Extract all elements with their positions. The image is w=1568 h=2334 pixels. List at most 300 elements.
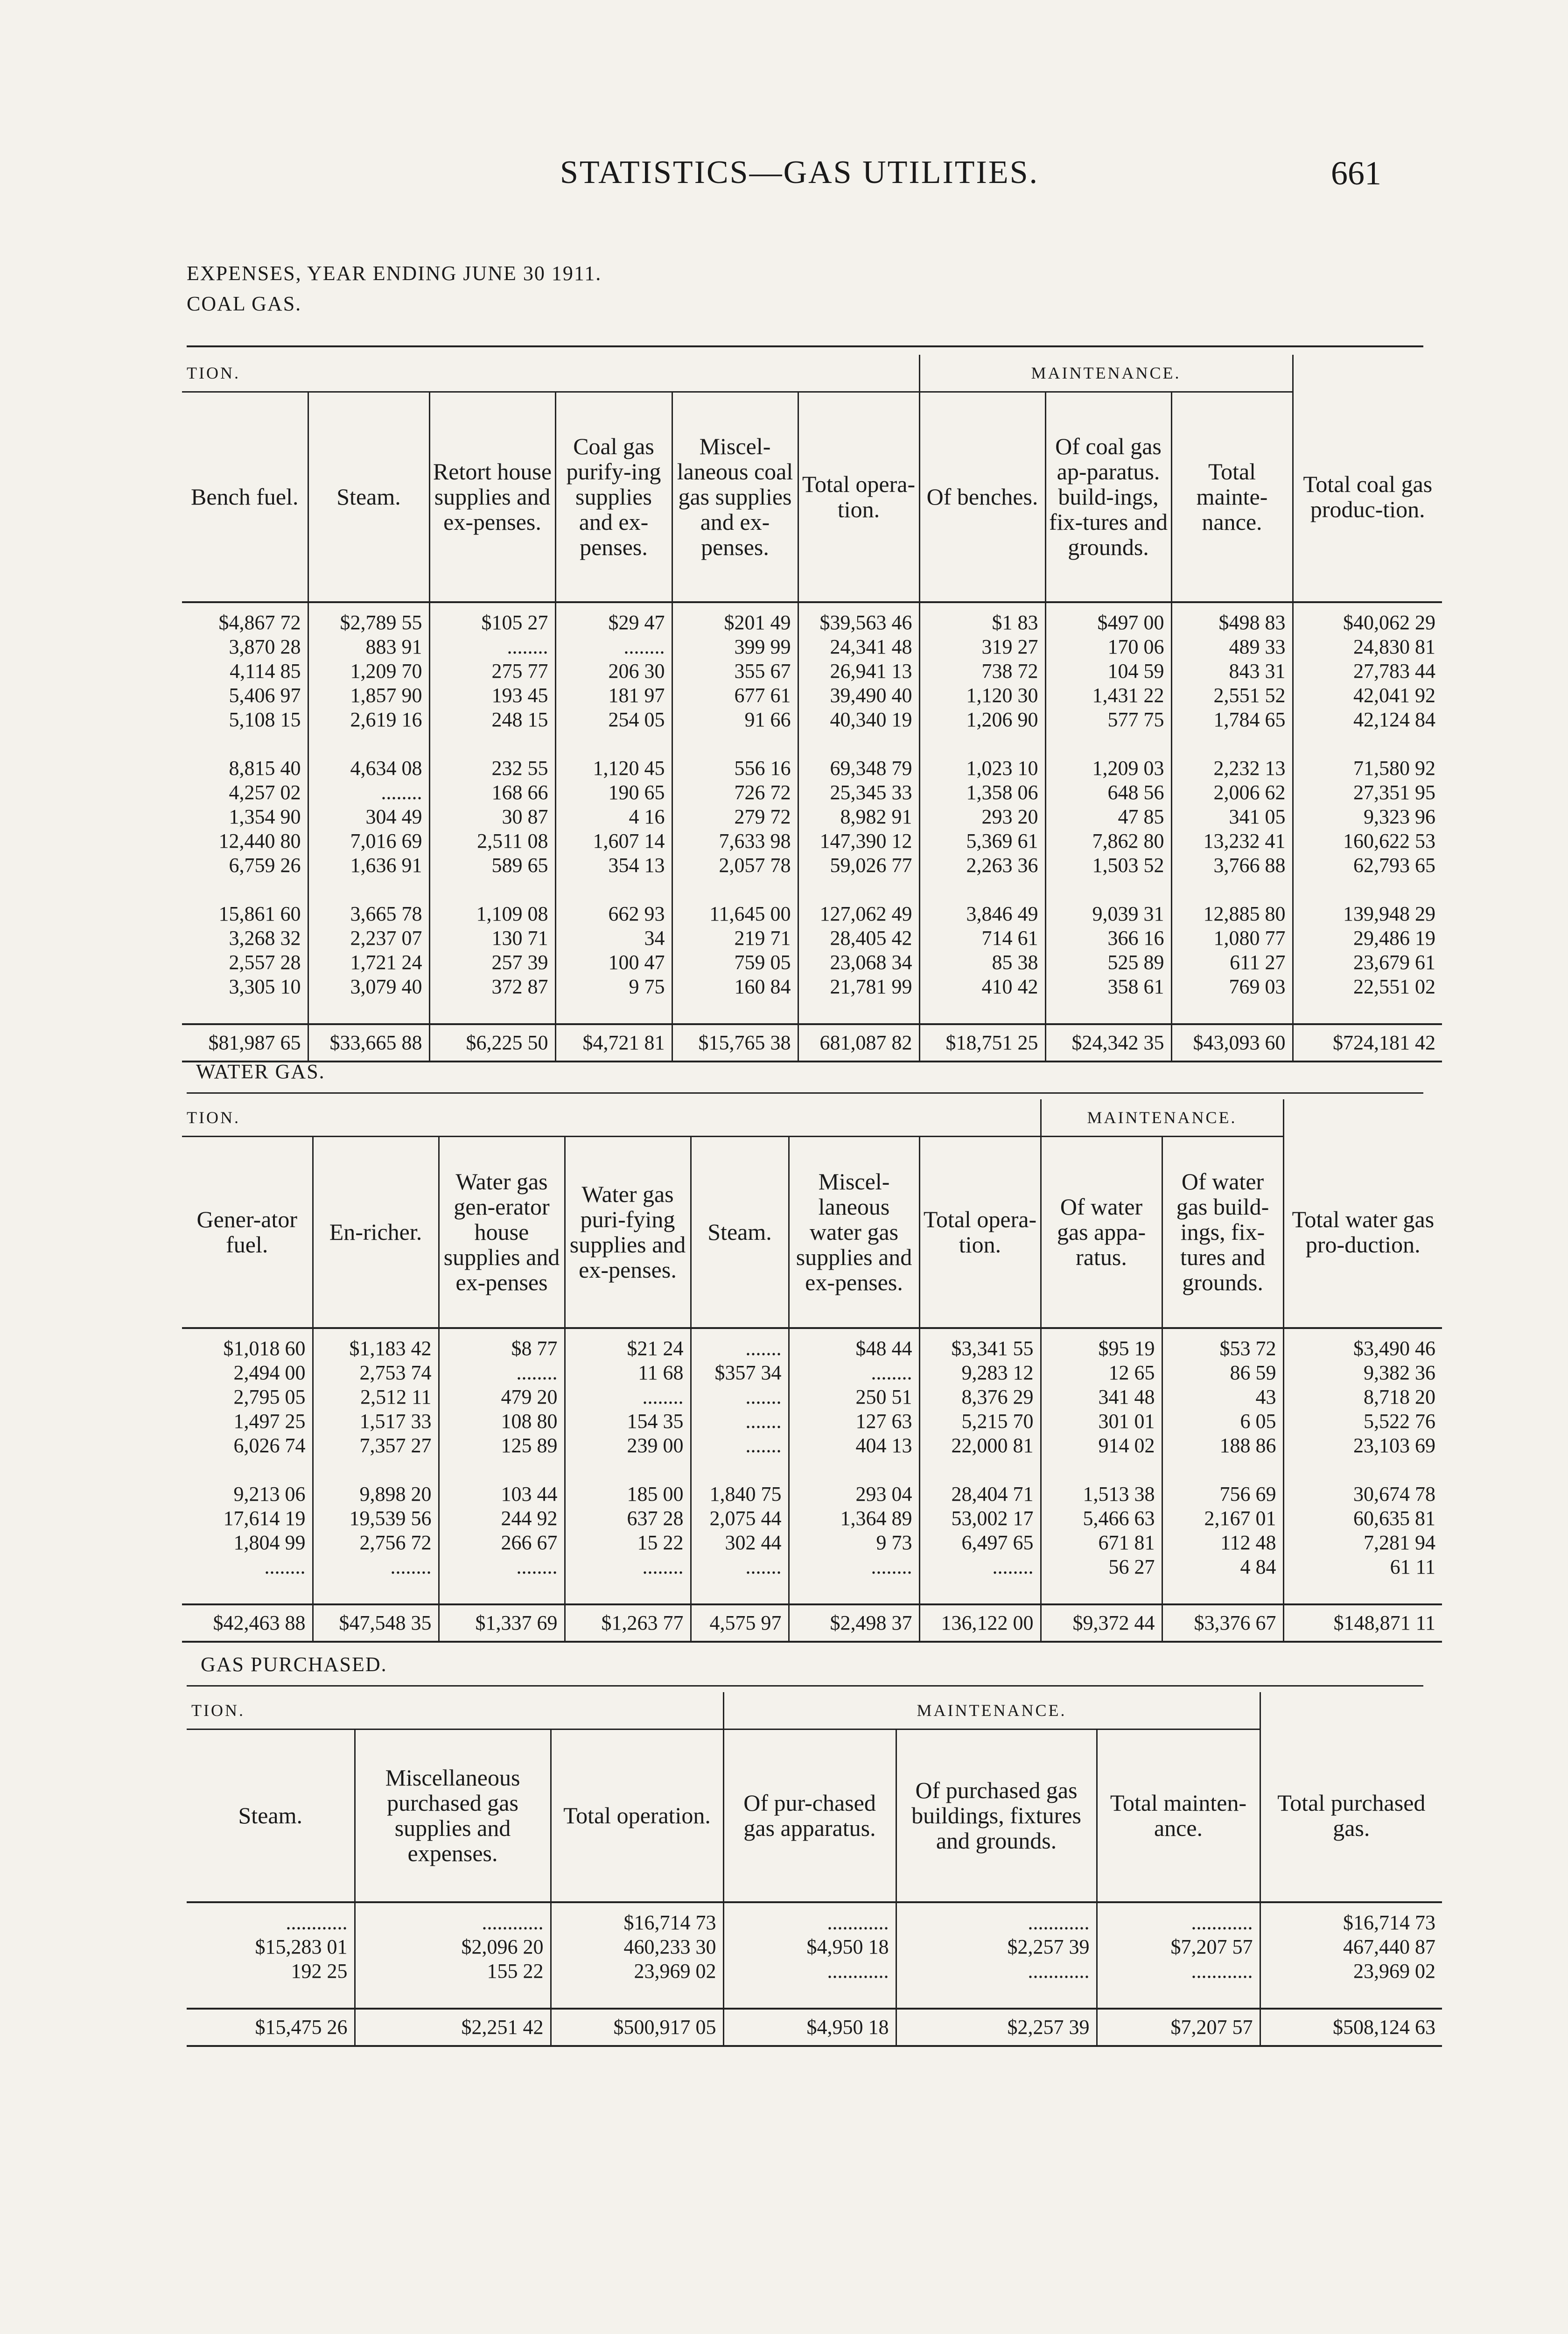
table-cell bbox=[798, 878, 919, 902]
table-cell: ........ bbox=[565, 1385, 691, 1409]
table-cell: 9,898 20 bbox=[313, 1482, 439, 1506]
table-cell: 1,206 90 bbox=[919, 708, 1045, 732]
table-cell: 9,323 96 bbox=[1293, 805, 1442, 829]
table-cell: 5,406 97 bbox=[229, 683, 301, 707]
table-cell: 6,497 65 bbox=[919, 1531, 1041, 1555]
table-cell: 577 75 bbox=[1045, 708, 1171, 732]
table-cell: 43 bbox=[1162, 1385, 1283, 1409]
coal-col-header: Retort house supplies and ex-penses. bbox=[429, 392, 555, 602]
table-cell: 71,580 92 bbox=[1293, 756, 1442, 780]
table-cell: 714 61 bbox=[919, 926, 1045, 950]
table-cell: 26,941 13 bbox=[798, 659, 919, 683]
table-cell: 2,756 72 bbox=[313, 1531, 439, 1555]
table-cell: 677 61 bbox=[672, 683, 798, 708]
table-cell: 125 89 bbox=[439, 1434, 565, 1458]
table-cell: 47 85 bbox=[1045, 805, 1171, 829]
total-row bbox=[182, 1604, 1442, 1642]
table-cell: ........ bbox=[429, 635, 555, 659]
table-cell: 738 72 bbox=[919, 659, 1045, 683]
table-cell: 1,804 99 bbox=[233, 1531, 306, 1554]
table-cell: 56 27 bbox=[1041, 1555, 1162, 1579]
coal-col-header: Total coal gas produc-tion. bbox=[1293, 392, 1442, 602]
table-cell: 489 33 bbox=[1171, 635, 1293, 659]
table-cell: ............ bbox=[1097, 1959, 1260, 1983]
table-cell: $4,950 18 bbox=[723, 1935, 896, 1959]
table-cell: 62,793 65 bbox=[1293, 853, 1442, 878]
table-cell: 7,633 98 bbox=[672, 829, 798, 853]
table-row bbox=[182, 1531, 1442, 1555]
total-cell: $4,950 18 bbox=[723, 2009, 896, 2046]
table-cell: ........ bbox=[919, 1555, 1041, 1579]
table-cell: 525 89 bbox=[1045, 950, 1171, 975]
table-cell: 843 31 bbox=[1171, 659, 1293, 683]
table-cell: 2,619 16 bbox=[308, 708, 429, 732]
table-cell: 671 81 bbox=[1041, 1531, 1162, 1555]
table-cell: 21,781 99 bbox=[798, 975, 919, 999]
table-cell: 5,522 76 bbox=[1283, 1409, 1442, 1434]
table-cell: 3,870 28 bbox=[229, 635, 301, 658]
total-cell: $15,765 38 bbox=[672, 1024, 798, 1062]
table-cell: 248 15 bbox=[429, 708, 555, 732]
table-cell: 293 04 bbox=[789, 1482, 919, 1506]
table-cell: 293 20 bbox=[919, 805, 1045, 829]
table-cell: ............ bbox=[723, 1902, 896, 1935]
table-cell: 914 02 bbox=[1041, 1434, 1162, 1458]
table-row bbox=[182, 1458, 1442, 1482]
table-cell bbox=[798, 732, 919, 756]
table-cell: ............ bbox=[896, 1959, 1097, 1983]
table-cell bbox=[429, 878, 555, 902]
table-cell: 100 47 bbox=[555, 950, 672, 975]
table-cell: 611 27 bbox=[1171, 950, 1293, 975]
table-cell: 1,607 14 bbox=[555, 829, 672, 853]
table-cell: 9,213 06 bbox=[233, 1482, 306, 1505]
table-row bbox=[182, 878, 1442, 902]
table-cell: 319 27 bbox=[919, 635, 1045, 659]
table-cell: 127,062 49 bbox=[798, 902, 919, 926]
table-cell: ....... bbox=[691, 1555, 789, 1579]
table-row bbox=[182, 756, 1442, 780]
water-top-rule bbox=[187, 1092, 1423, 1094]
table-cell: 15,861 60 bbox=[218, 902, 301, 925]
table-cell: 9 73 bbox=[789, 1531, 919, 1555]
table-cell: 24,341 48 bbox=[798, 635, 919, 659]
table-cell bbox=[429, 732, 555, 756]
table-cell: 11,645 00 bbox=[672, 902, 798, 926]
table-cell: 5,466 63 bbox=[1041, 1506, 1162, 1531]
total-cell: $24,342 35 bbox=[1045, 1024, 1171, 1062]
table-row bbox=[187, 1935, 1442, 1959]
table-cell: 2,551 52 bbox=[1171, 683, 1293, 708]
table-cell: $53 72 bbox=[1162, 1328, 1283, 1361]
table-cell: ............ bbox=[723, 1959, 896, 1983]
table-cell: 2,263 36 bbox=[919, 853, 1045, 878]
table-cell: 756 69 bbox=[1162, 1482, 1283, 1506]
table-cell: 6,026 74 bbox=[233, 1434, 306, 1457]
table-cell: 219 71 bbox=[672, 926, 798, 950]
table-cell: 185 00 bbox=[565, 1482, 691, 1506]
purchased-col-header: Total mainten-ance. bbox=[1097, 1729, 1260, 1902]
table-cell bbox=[182, 878, 308, 902]
table-cell bbox=[1162, 1458, 1283, 1482]
table-cell: ........ bbox=[789, 1361, 919, 1385]
table-cell: 168 66 bbox=[429, 780, 555, 805]
table-row bbox=[182, 1434, 1442, 1458]
table-cell: $497 00 bbox=[1045, 602, 1171, 635]
table-cell: 1,209 03 bbox=[1045, 756, 1171, 780]
table-cell: 160,622 53 bbox=[1293, 829, 1442, 853]
table-cell: $16,714 73 bbox=[551, 1902, 723, 1935]
water-col-header: Of water gas build-ings, fix-tures and grounds. bbox=[1162, 1137, 1283, 1328]
table-cell bbox=[555, 878, 672, 902]
table-cell: 206 30 bbox=[555, 659, 672, 683]
table-cell: $3,341 55 bbox=[919, 1328, 1041, 1361]
purchased-group-operation: TION. bbox=[187, 1692, 723, 1729]
table-cell bbox=[308, 732, 429, 756]
table-cell bbox=[919, 732, 1045, 756]
table-cell: $1 83 bbox=[919, 602, 1045, 635]
total-cell: $500,917 05 bbox=[551, 2009, 723, 2046]
table-cell: 358 61 bbox=[1045, 975, 1171, 999]
table-cell: 372 87 bbox=[429, 975, 555, 999]
table-cell: 769 03 bbox=[1171, 975, 1293, 999]
table-cell: 42,041 92 bbox=[1293, 683, 1442, 708]
coal-top-rule bbox=[187, 345, 1423, 347]
table-cell: 3,305 10 bbox=[229, 975, 301, 998]
table-cell: 22,551 02 bbox=[1293, 975, 1442, 999]
table-cell: 883 91 bbox=[308, 635, 429, 659]
water-col-header: Water gas gen-erator house supplies and ex-penses bbox=[439, 1137, 565, 1328]
table-row bbox=[182, 1385, 1442, 1409]
table-cell: 69,348 79 bbox=[798, 756, 919, 780]
table-row bbox=[182, 1555, 1442, 1579]
purchased-col-header: Steam. bbox=[187, 1729, 355, 1902]
table-cell bbox=[1293, 732, 1442, 756]
table-cell: 1,120 30 bbox=[919, 683, 1045, 708]
table-cell: 354 13 bbox=[555, 853, 672, 878]
table-cell bbox=[1171, 878, 1293, 902]
table-cell: 8,982 91 bbox=[798, 805, 919, 829]
table-cell: $7,207 57 bbox=[1097, 1935, 1260, 1959]
table-cell: 404 13 bbox=[789, 1434, 919, 1458]
table-row bbox=[182, 950, 1442, 975]
table-cell: ............ bbox=[286, 1911, 348, 1934]
water-col-header: Of water gas appa-ratus. bbox=[1041, 1137, 1162, 1328]
table-cell: 232 55 bbox=[429, 756, 555, 780]
table-row bbox=[187, 1959, 1442, 1983]
table-cell bbox=[919, 1458, 1041, 1482]
table-cell: ........ bbox=[789, 1555, 919, 1579]
table-row bbox=[182, 1328, 1442, 1361]
table-row bbox=[182, 659, 1442, 683]
table-cell: 30,674 78 bbox=[1283, 1482, 1442, 1506]
table-cell: 9,039 31 bbox=[1045, 902, 1171, 926]
table-cell: ............ bbox=[355, 1902, 551, 1935]
table-cell: 4,114 85 bbox=[230, 659, 301, 682]
table-cell: 366 16 bbox=[1045, 926, 1171, 950]
table-cell: 181 97 bbox=[555, 683, 672, 708]
table-cell: 103 44 bbox=[439, 1482, 565, 1506]
table-cell: 2,753 74 bbox=[313, 1361, 439, 1385]
table-cell: 2,511 08 bbox=[429, 829, 555, 853]
table-cell: 2,057 78 bbox=[672, 853, 798, 878]
table-cell: 188 86 bbox=[1162, 1434, 1283, 1458]
table-cell: 4,634 08 bbox=[308, 756, 429, 780]
table-cell: 589 65 bbox=[429, 853, 555, 878]
water-col-header: Water gas puri-fying supplies and ex-penses. bbox=[565, 1137, 691, 1328]
table-cell: 648 56 bbox=[1045, 780, 1171, 805]
table-cell bbox=[182, 732, 308, 756]
table-cell: 147,390 12 bbox=[798, 829, 919, 853]
coal-group-operation: TION. bbox=[182, 355, 919, 392]
total-row bbox=[182, 1024, 1442, 1062]
table-cell: 6 05 bbox=[1162, 1409, 1283, 1434]
table-caption: EXPENSES, YEAR ENDING JUNE 30 1911. bbox=[187, 262, 602, 285]
table-cell bbox=[789, 1458, 919, 1482]
table-cell: ............ bbox=[1097, 1902, 1260, 1935]
water-col-header: Gener-ator fuel. bbox=[182, 1137, 313, 1328]
table-cell: 60,635 81 bbox=[1283, 1506, 1442, 1531]
water-col-header: Steam. bbox=[691, 1137, 789, 1328]
table-cell: 28,405 42 bbox=[798, 926, 919, 950]
table-cell: 23,068 34 bbox=[798, 950, 919, 975]
table-cell: $357 34 bbox=[691, 1361, 789, 1385]
total-row bbox=[187, 2009, 1442, 2046]
table-cell: 2,237 07 bbox=[308, 926, 429, 950]
table-cell: 22,000 81 bbox=[919, 1434, 1041, 1458]
table-cell: 467,440 87 bbox=[1260, 1935, 1442, 1959]
table-cell bbox=[565, 1458, 691, 1482]
table-cell bbox=[672, 878, 798, 902]
table-cell: 7,016 69 bbox=[308, 829, 429, 853]
table-cell: 1,517 33 bbox=[313, 1409, 439, 1434]
table-cell: 27,351 95 bbox=[1293, 780, 1442, 805]
total-cell: $6,225 50 bbox=[429, 1024, 555, 1062]
table-cell: 155 22 bbox=[355, 1959, 551, 1983]
table-cell: 2,557 28 bbox=[229, 950, 301, 974]
table-cell: 1,109 08 bbox=[429, 902, 555, 926]
spacer-row bbox=[182, 1579, 1442, 1604]
table-cell: 1,497 25 bbox=[233, 1409, 306, 1433]
table-cell: 410 42 bbox=[919, 975, 1045, 999]
table-cell: 130 71 bbox=[429, 926, 555, 950]
table-cell: 2,232 13 bbox=[1171, 756, 1293, 780]
table-cell: $16,714 73 bbox=[1260, 1902, 1442, 1935]
table-cell: ........ bbox=[264, 1555, 306, 1578]
total-cell: $15,475 26 bbox=[187, 2009, 355, 2046]
table-cell: 160 84 bbox=[672, 975, 798, 999]
table-cell bbox=[182, 1458, 313, 1482]
table-row bbox=[182, 805, 1442, 829]
table-cell: 1,503 52 bbox=[1045, 853, 1171, 878]
table-cell: 479 20 bbox=[439, 1385, 565, 1409]
table-cell: 28,404 71 bbox=[919, 1482, 1041, 1506]
table-cell: 254 05 bbox=[555, 708, 672, 732]
coal-gas-table bbox=[182, 355, 1442, 1062]
table-cell: 759 05 bbox=[672, 950, 798, 975]
total-cell: $508,124 63 bbox=[1260, 2009, 1442, 2046]
table-cell: ........ bbox=[313, 1555, 439, 1579]
table-cell: 8,815 40 bbox=[229, 756, 301, 780]
table-cell: 53,002 17 bbox=[919, 1506, 1041, 1531]
coal-group-maintenance: MAINTENANCE. bbox=[919, 355, 1293, 392]
table-cell: 19,539 56 bbox=[313, 1506, 439, 1531]
table-cell: 11 68 bbox=[565, 1361, 691, 1385]
table-cell: $39,563 46 bbox=[798, 602, 919, 635]
table-cell: 39,490 40 bbox=[798, 683, 919, 708]
table-cell: 1,636 91 bbox=[308, 853, 429, 878]
water-gas-table bbox=[182, 1099, 1442, 1643]
table-row bbox=[182, 1409, 1442, 1434]
table-cell: 1,364 89 bbox=[789, 1506, 919, 1531]
table-row bbox=[182, 635, 1442, 659]
total-cell: 136,122 00 bbox=[919, 1604, 1041, 1642]
table-cell: $201 49 bbox=[672, 602, 798, 635]
table-row bbox=[182, 975, 1442, 999]
table-cell: 30 87 bbox=[429, 805, 555, 829]
table-cell: ....... bbox=[691, 1409, 789, 1434]
table-cell: $8 77 bbox=[439, 1328, 565, 1361]
table-cell: 23,969 02 bbox=[551, 1959, 723, 1983]
table-row bbox=[182, 780, 1442, 805]
total-cell: $47,548 35 bbox=[313, 1604, 439, 1642]
table-row bbox=[182, 1482, 1442, 1506]
table-cell: 27,783 44 bbox=[1293, 659, 1442, 683]
table-cell: 12,885 80 bbox=[1171, 902, 1293, 926]
table-cell: 12,440 80 bbox=[218, 829, 301, 852]
coal-col-header: Of benches. bbox=[919, 392, 1045, 602]
total-cell: 4,575 97 bbox=[691, 1604, 789, 1642]
table-cell bbox=[1045, 878, 1171, 902]
table-cell: ........ bbox=[439, 1361, 565, 1385]
gas-purchased-table bbox=[187, 1692, 1442, 2047]
table-cell: 2,795 05 bbox=[233, 1385, 306, 1408]
table-cell: 2,494 00 bbox=[233, 1361, 306, 1384]
purchased-group-maintenance: MAINTENANCE. bbox=[723, 1692, 1260, 1729]
table-cell: $48 44 bbox=[789, 1328, 919, 1361]
table-row bbox=[182, 1361, 1442, 1385]
table-cell: 3,846 49 bbox=[919, 902, 1045, 926]
total-cell: $3,376 67 bbox=[1162, 1604, 1283, 1642]
table-cell: $498 83 bbox=[1171, 602, 1293, 635]
table-cell: 7,862 80 bbox=[1045, 829, 1171, 853]
purchased-col-header: Total operation. bbox=[551, 1729, 723, 1902]
table-cell: 301 01 bbox=[1041, 1409, 1162, 1434]
table-cell bbox=[672, 732, 798, 756]
total-cell: $148,871 11 bbox=[1283, 1604, 1442, 1642]
table-cell: 42,124 84 bbox=[1293, 708, 1442, 732]
purchased-col-header: Miscellaneous purchased gas supplies and expenses. bbox=[355, 1729, 551, 1902]
table-cell: 302 44 bbox=[691, 1531, 789, 1555]
table-cell: 193 45 bbox=[429, 683, 555, 708]
total-cell: $1,263 77 bbox=[565, 1604, 691, 1642]
total-cell: $43,093 60 bbox=[1171, 1024, 1293, 1062]
total-cell: $2,498 37 bbox=[789, 1604, 919, 1642]
table-cell: 29,486 19 bbox=[1293, 926, 1442, 950]
table-cell: 1,840 75 bbox=[691, 1482, 789, 1506]
table-cell: 1,354 90 bbox=[229, 805, 301, 828]
table-cell: 154 35 bbox=[565, 1409, 691, 1434]
table-cell: ........ bbox=[555, 635, 672, 659]
table-cell: 257 39 bbox=[429, 950, 555, 975]
table-cell: 3,268 32 bbox=[229, 926, 301, 949]
total-cell: $81,987 65 bbox=[182, 1024, 308, 1062]
table-cell: 1,209 70 bbox=[308, 659, 429, 683]
table-cell: 637 28 bbox=[565, 1506, 691, 1531]
table-cell: 1,784 65 bbox=[1171, 708, 1293, 732]
table-cell bbox=[1293, 878, 1442, 902]
table-cell: 4,257 02 bbox=[229, 780, 301, 804]
table-cell: $15,283 01 bbox=[255, 1935, 348, 1958]
water-gas-title: WATER GAS. bbox=[196, 1060, 325, 1083]
water-col-header: En-richer. bbox=[313, 1137, 439, 1328]
table-cell: 1,120 45 bbox=[555, 756, 672, 780]
table-cell: 5,215 70 bbox=[919, 1409, 1041, 1434]
running-title: STATISTICS—GAS UTILITIES. bbox=[560, 155, 1039, 190]
table-cell: 3,766 88 bbox=[1171, 853, 1293, 878]
table-row bbox=[182, 926, 1442, 950]
table-cell bbox=[555, 732, 672, 756]
table-cell: $95 19 bbox=[1041, 1328, 1162, 1361]
table-cell: 40,340 19 bbox=[798, 708, 919, 732]
table-cell: 9,382 36 bbox=[1283, 1361, 1442, 1385]
table-cell: 190 65 bbox=[555, 780, 672, 805]
table-cell: 9,283 12 bbox=[919, 1361, 1041, 1385]
table-cell: 6,759 26 bbox=[229, 853, 301, 877]
total-cell: $2,251 42 bbox=[355, 2009, 551, 2046]
table-row bbox=[182, 732, 1442, 756]
table-cell bbox=[313, 1458, 439, 1482]
table-cell bbox=[1045, 732, 1171, 756]
table-cell: 23,679 61 bbox=[1293, 950, 1442, 975]
total-cell: $1,337 69 bbox=[439, 1604, 565, 1642]
gas-purchased-title: GAS PURCHASED. bbox=[201, 1653, 387, 1676]
table-row bbox=[182, 708, 1442, 732]
table-cell bbox=[691, 1458, 789, 1482]
table-cell: 170 06 bbox=[1045, 635, 1171, 659]
table-cell bbox=[1171, 732, 1293, 756]
table-cell: 460,233 30 bbox=[551, 1935, 723, 1959]
coal-col-header: Of coal gas ap-paratus. build-ings, fix-tures and grounds. bbox=[1045, 392, 1171, 602]
table-cell: 9 75 bbox=[555, 975, 672, 999]
table-cell: 726 72 bbox=[672, 780, 798, 805]
table-cell: 275 77 bbox=[429, 659, 555, 683]
table-cell: 112 48 bbox=[1162, 1531, 1283, 1555]
table-cell: 23,103 69 bbox=[1283, 1434, 1442, 1458]
table-cell: 1,023 10 bbox=[919, 756, 1045, 780]
coal-col-header: Miscel-laneous coal gas supplies and ex-penses. bbox=[672, 392, 798, 602]
table-cell: 399 99 bbox=[672, 635, 798, 659]
total-cell: $7,207 57 bbox=[1097, 2009, 1260, 2046]
total-cell: $724,181 42 bbox=[1293, 1024, 1442, 1062]
table-row bbox=[182, 829, 1442, 853]
table-cell: 59,026 77 bbox=[798, 853, 919, 878]
table-cell: $3,490 46 bbox=[1283, 1328, 1442, 1361]
table-cell: 1,358 06 bbox=[919, 780, 1045, 805]
coal-col-header: Coal gas purify-ing supplies and ex-penses. bbox=[555, 392, 672, 602]
table-cell: 266 67 bbox=[439, 1531, 565, 1555]
table-cell: ....... bbox=[691, 1328, 789, 1361]
table-cell: 1,513 38 bbox=[1041, 1482, 1162, 1506]
table-cell: 244 92 bbox=[439, 1506, 565, 1531]
table-cell: 662 93 bbox=[555, 902, 672, 926]
coal-col-header: Total opera-tion. bbox=[798, 392, 919, 602]
water-col-header: Total opera-tion. bbox=[919, 1137, 1041, 1328]
table-cell: ........ bbox=[439, 1555, 565, 1579]
water-col-header: Total water gas pro-duction. bbox=[1283, 1137, 1442, 1328]
table-cell: $29 47 bbox=[555, 602, 672, 635]
table-cell: 104 59 bbox=[1045, 659, 1171, 683]
